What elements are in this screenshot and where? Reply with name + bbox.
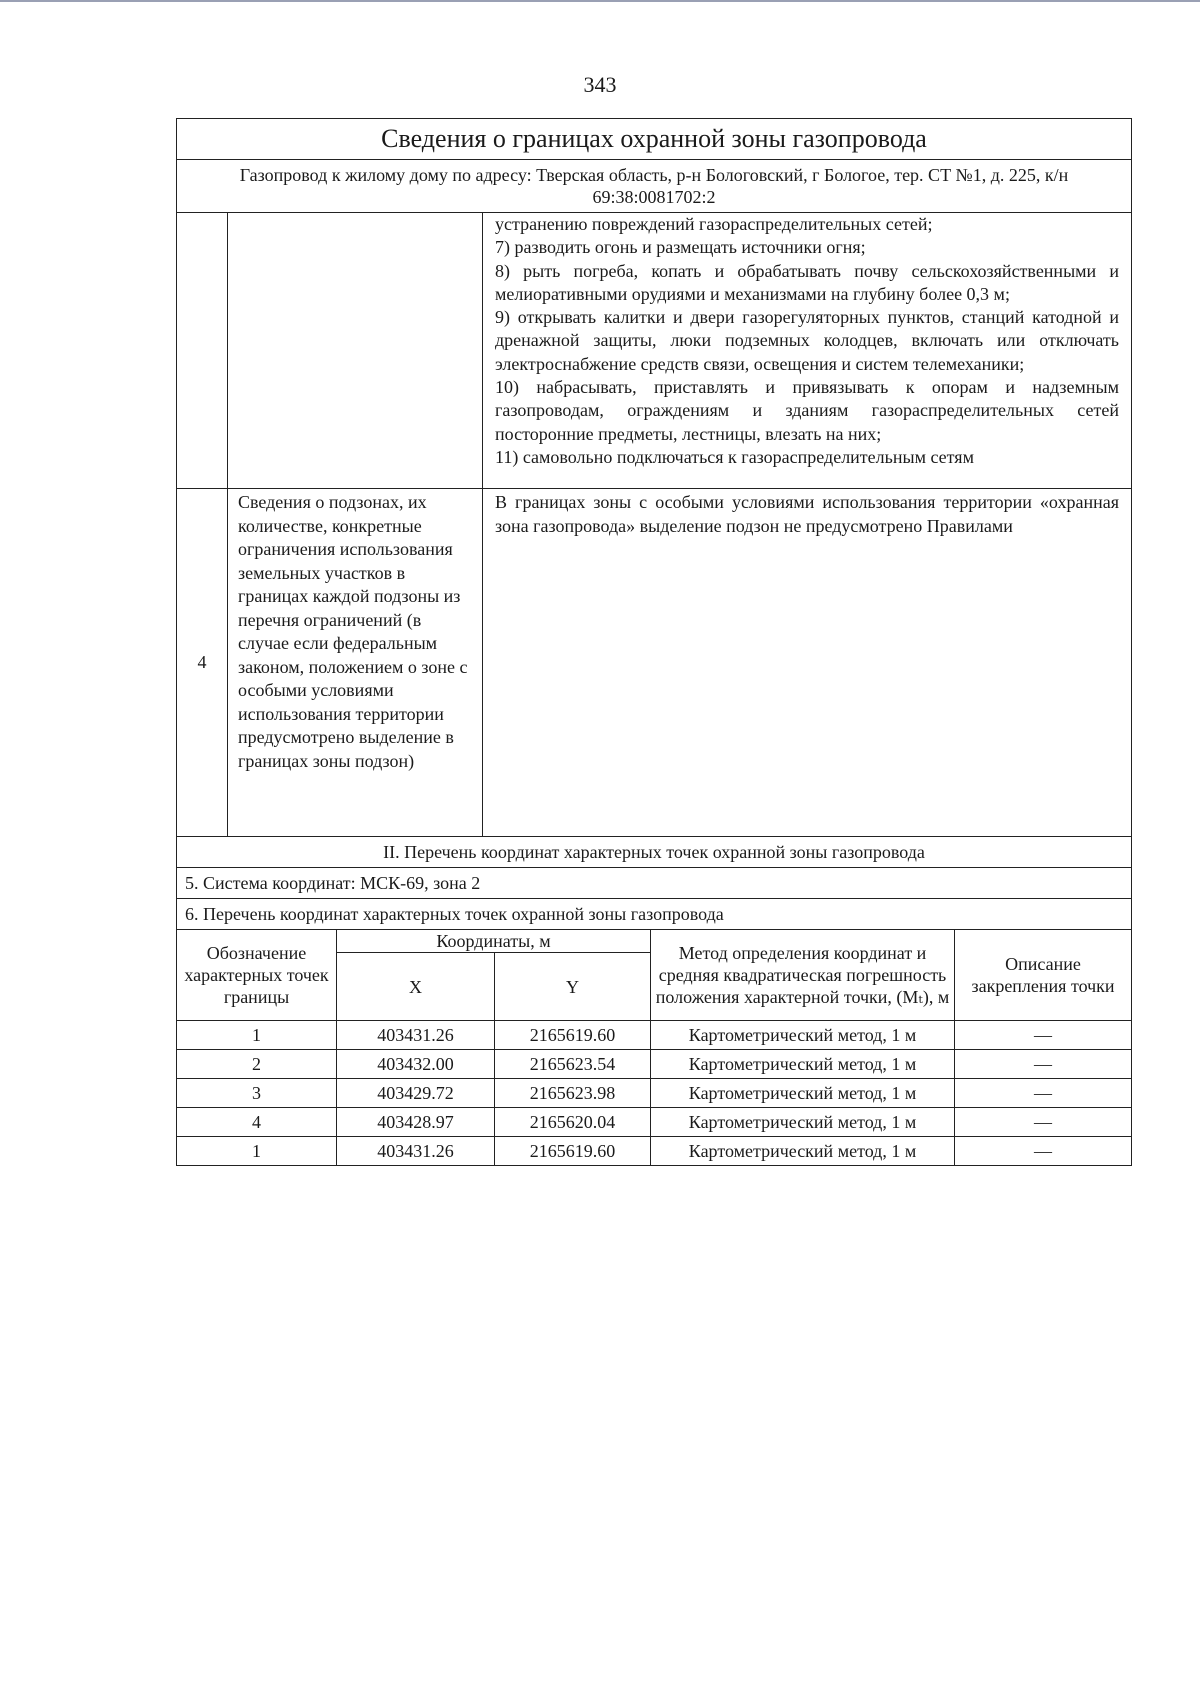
header-coordinates: Координаты, м <box>337 930 651 953</box>
method-value: Картометрический метод, 1 м <box>651 1108 955 1137</box>
x-value: 403428.97 <box>337 1108 495 1137</box>
y-value: 2165619.60 <box>495 1137 651 1166</box>
section-row <box>177 837 1132 868</box>
method-value: Картометрический метод, 1 м <box>651 1079 955 1108</box>
object-address: Газопровод к жилому дому по адресу: Тверская область, р-н Бологовский, г Бологое, тер. СТ №1, д. 225, к/н 69:38:0081702:2 <box>177 160 1132 213</box>
point-id: 3 <box>177 1079 337 1108</box>
header-point: Обозначение характерных точек границы <box>177 930 337 1021</box>
continued-row <box>177 213 1132 489</box>
header-x: X <box>337 953 495 1021</box>
zone-info-table <box>176 118 1132 930</box>
method-value: Картометрический метод, 1 м <box>651 1137 955 1166</box>
scan-top-edge <box>0 0 1200 2</box>
header-method: Метод определения координат и средняя квадратическая погрешность положения характерной точки, (Mₜ), м <box>651 930 955 1021</box>
restriction-item: 9) открывать калитки и двери газорегуляторных пунктов, станций катодной и дренажной защиты, люки подземных колодцев, включать или отключать электроснабжение средств связи, освещения и систем телемеханики; <box>495 307 1119 374</box>
x-value: 403431.26 <box>337 1137 495 1166</box>
description-value: — <box>955 1021 1132 1050</box>
restriction-item: 8) рыть погреба, копать и обрабатывать почву сельскохозяйственными и мелиоративными орудиями и механизмами на глубину более 0,3 м; <box>495 260 1119 304</box>
point-id: 1 <box>177 1021 337 1050</box>
subzones-value: В границах зоны с особыми условиями использования территории «охранная зона газопровода» выделение подзон не предусмотрено Правилами <box>483 489 1132 837</box>
y-value: 2165623.54 <box>495 1050 651 1079</box>
subzones-label: Сведения о подзонах, их количестве, конкретные ограничения использования земельных участков в границах каждой подзоны из перечня ограничений (в случае если федеральным законом, положением о зоне с особыми условиями использования территории предусмотрено выделение в границах зоны подзон) <box>228 489 483 837</box>
subzones-row <box>177 489 1132 837</box>
description-value: — <box>955 1050 1132 1079</box>
coord-list-title-row <box>177 899 1132 930</box>
description-value: — <box>955 1137 1132 1166</box>
coordinate-list-title: 6. Перечень координат характерных точек охранной зоны газопровода <box>177 899 1132 930</box>
description-value: — <box>955 1079 1132 1108</box>
coordinates-table <box>176 929 1132 1166</box>
x-value: 403432.00 <box>337 1050 495 1079</box>
restriction-item: 11) самовольно подключаться к газораспределительным сетям <box>495 446 974 467</box>
restriction-item: 10) набрасывать, приставлять и привязывать к опорам и надземным газопроводам, ограждениям и зданиям газораспределительных сетей посторонние предметы, лестницы, влезать на них; <box>495 377 1119 444</box>
restrictions-list <box>483 213 1132 489</box>
table-row <box>177 1079 1132 1108</box>
header-row <box>177 930 1132 953</box>
table-row <box>177 1050 1132 1079</box>
row-label-cell <box>228 213 483 489</box>
title-row <box>177 119 1132 160</box>
row-number-cell <box>177 213 228 489</box>
page-number: 343 <box>583 72 617 97</box>
description-value: — <box>955 1108 1132 1137</box>
document-title: Сведения о границах охранной зоны газопровода <box>177 119 1132 160</box>
point-id: 2 <box>177 1050 337 1079</box>
restriction-item: 7) разводить огонь и размещать источники огня; <box>495 237 866 258</box>
point-id: 1 <box>177 1137 337 1166</box>
row-number: 4 <box>177 489 228 837</box>
method-value: Картометрический метод, 1 м <box>651 1021 955 1050</box>
x-value: 403431.26 <box>337 1021 495 1050</box>
coordinate-system: 5. Система координат: МСК-69, зона 2 <box>177 868 1132 899</box>
table-row <box>177 1137 1132 1166</box>
x-value: 403429.72 <box>337 1079 495 1108</box>
header-description: Описание закрепления точки <box>955 930 1132 1021</box>
subtitle-row <box>177 160 1132 213</box>
coord-system-row <box>177 868 1132 899</box>
method-value: Картометрический метод, 1 м <box>651 1050 955 1079</box>
y-value: 2165620.04 <box>495 1108 651 1137</box>
header-y: Y <box>495 953 651 1021</box>
table-row <box>177 1021 1132 1050</box>
table-row <box>177 1108 1132 1137</box>
section-ii-title: II. Перечень координат характерных точек охранной зоны газопровода <box>177 837 1132 868</box>
y-value: 2165619.60 <box>495 1021 651 1050</box>
point-id: 4 <box>177 1108 337 1137</box>
restriction-item: устранению повреждений газораспределительных сетей; <box>495 214 933 234</box>
y-value: 2165623.98 <box>495 1079 651 1108</box>
